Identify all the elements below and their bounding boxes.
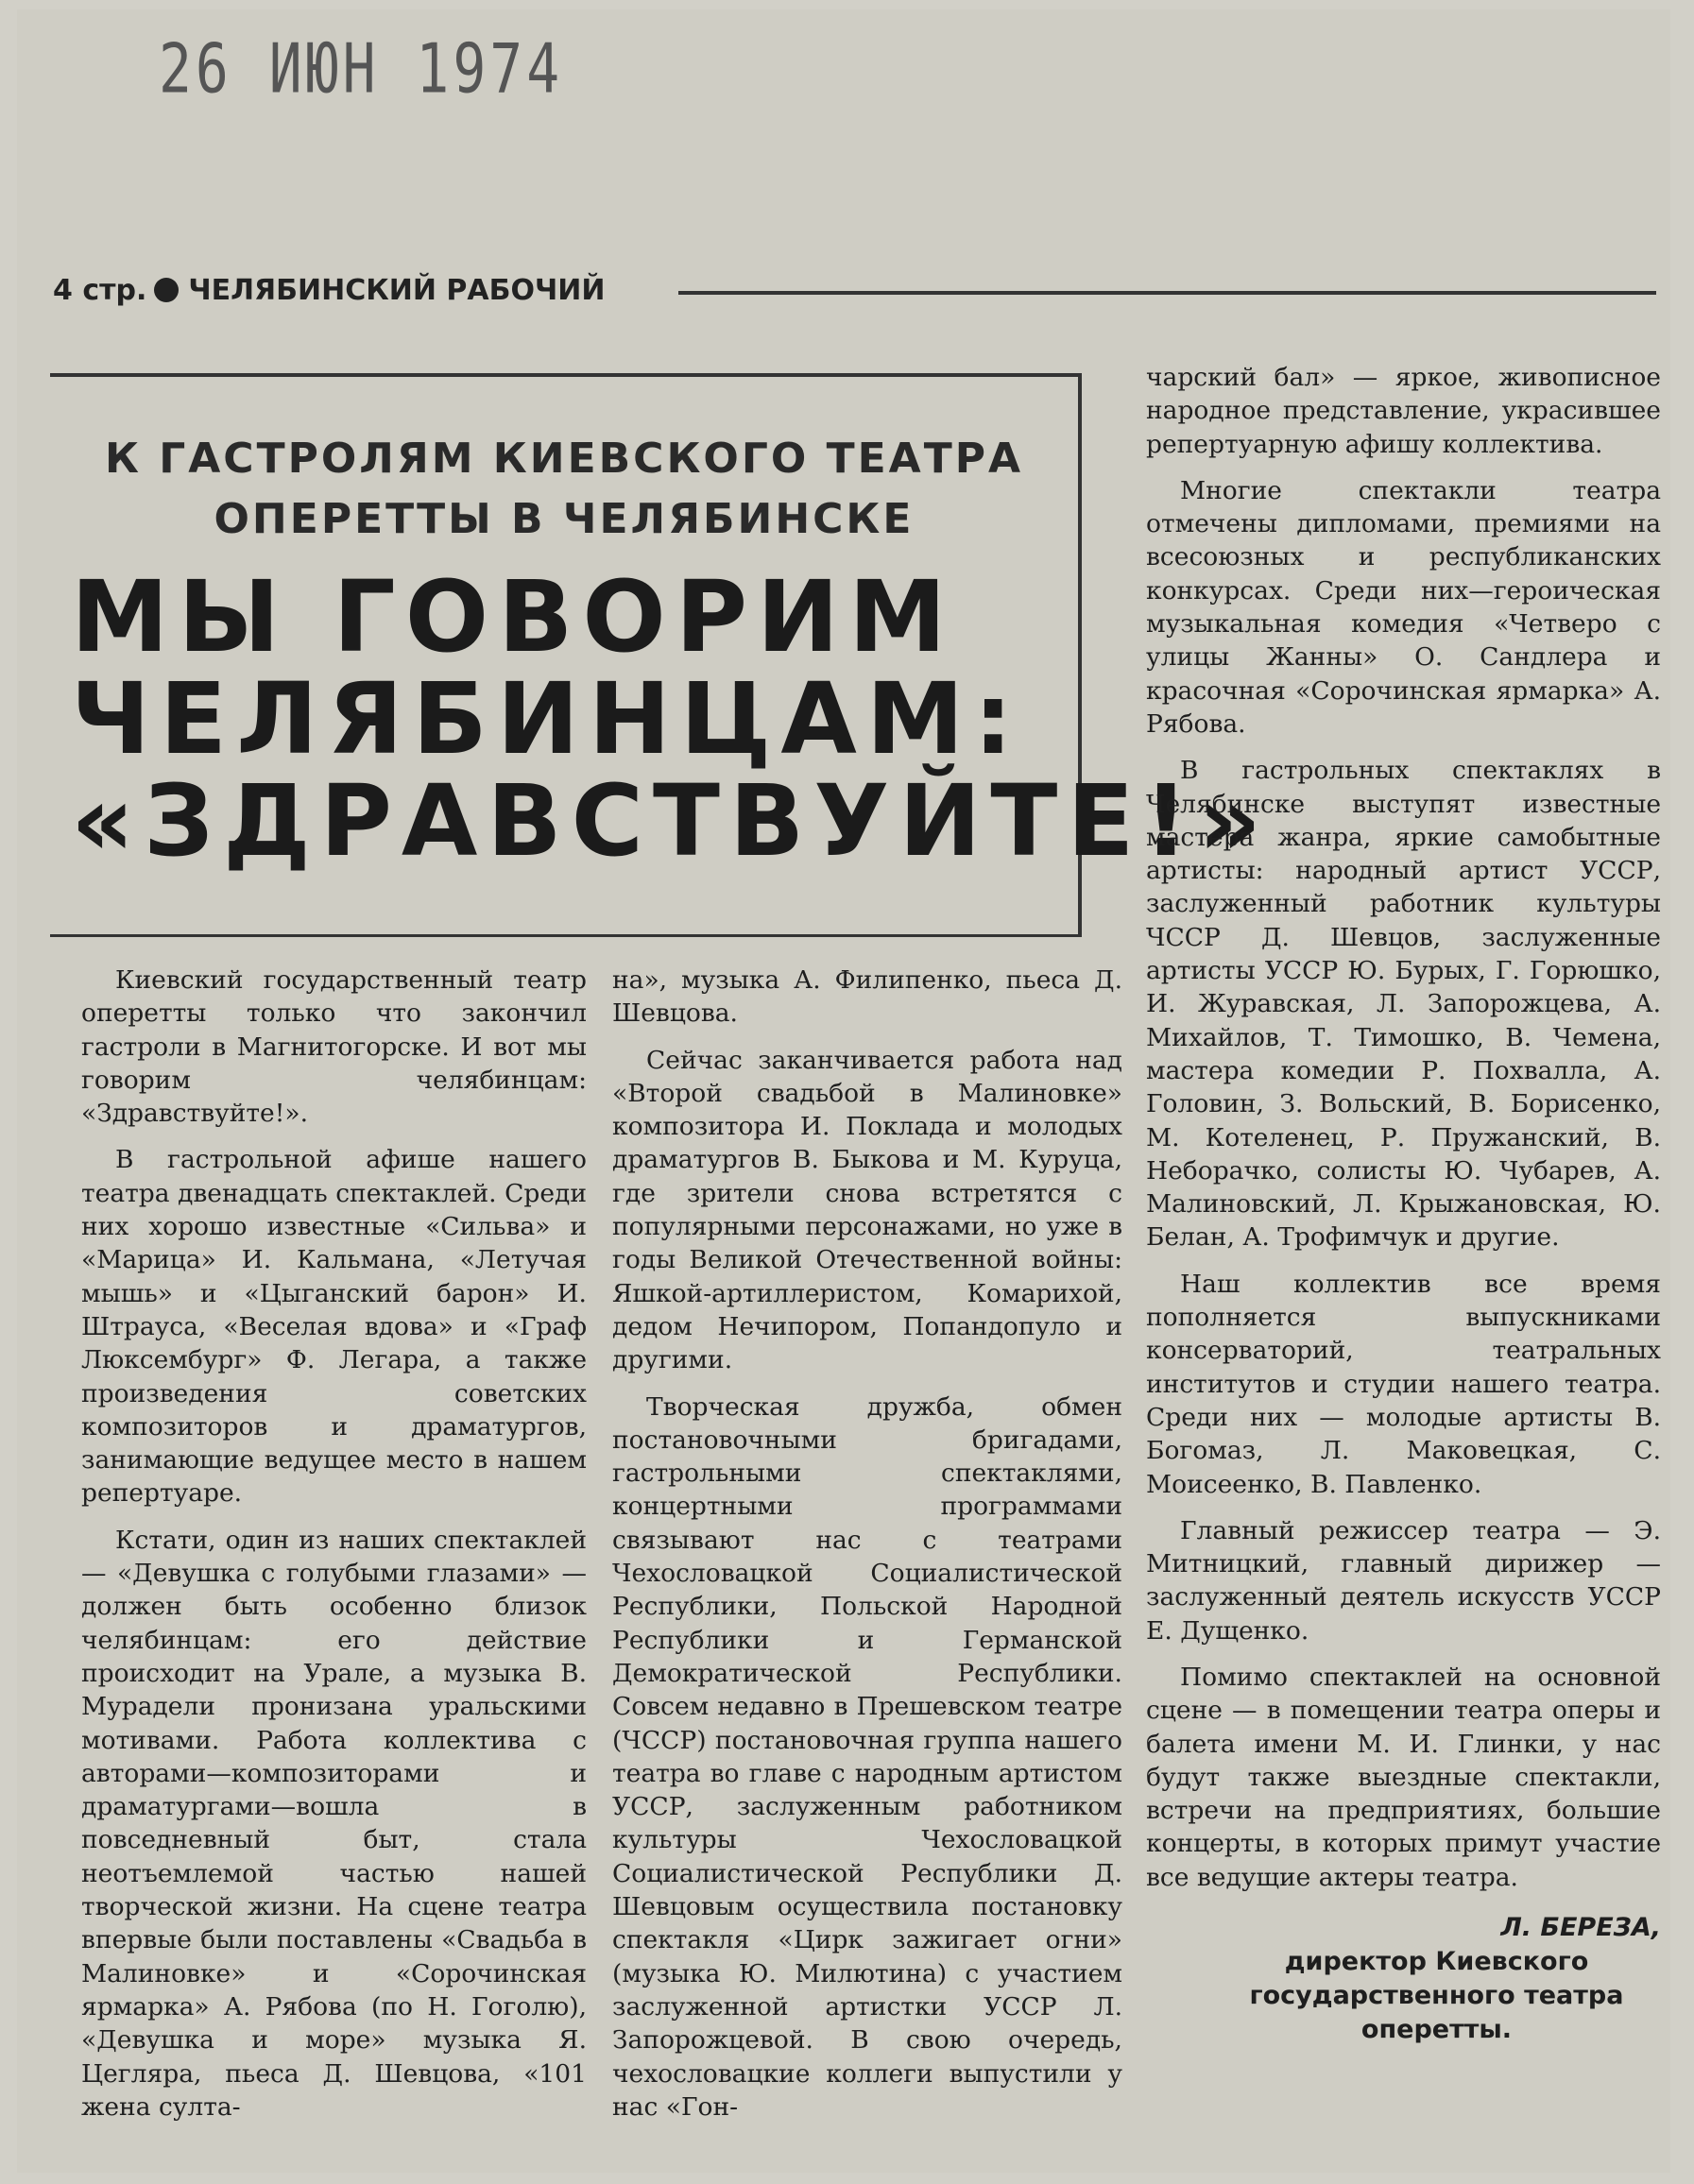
author-name: Л. БЕРЕЗА, <box>1500 1913 1661 1943</box>
bullet-icon <box>154 278 179 302</box>
paragraph: Главный режиссер театра — Э. Митницкий, главный дирижер — заслуженный деятель искусств УССР Е. Дущенко. <box>1146 1515 1661 1646</box>
newspaper-name: ЧЕЛЯБИНСКИЙ РАБОЧИЙ <box>188 274 606 307</box>
paragraph: Наш коллектив все время пополняется выпускниками консерваторий, театральных институтов и студии нашего театра. Среди них — молодые артисты В. Богомаз, Л. Маковецкая, С. Моисеенко, В. Павленко. <box>1146 1269 1661 1499</box>
paragraph: Кстати, один из наших спектаклей — «Девушка с голубыми глазами» — должен быть особенно близок челябинцам: его действие происходит на Урале, а музыка В. Мурадели пронизана уральскими мотивами. Работа коллектива с авторами—композиторами и драматургами—вошла в повседневный быт, стала неотъемлемой частью нашей творческой жизни. На сцене театра впервые были поставлены «Свадьба в Малиновке» и «Сорочинская ярмарка» А. Рябова (по Н. Гоголю), «Девушка и море» музыка Я. Цегляра, пьеса Д. Шевцова, «101 жена султа- <box>81 1525 587 2122</box>
paragraph: Творческая дружба, обмен постановочными бригадами, гастрольными спектаклями, концертными программами связывают нас с театрами Чехословацкой Социалистической Республики, Польской Народной Республики и Германской Демократической Республики. Совсем недавно в Прешевском театре (ЧССР) постановочная группа нашего театра во главе с народным артистом УССР, заслуженным работником культуры Чехословацкой Социалистической Республики Д. Шевцовым осуществила постановку спектакля «Цирк зажигает огни» (музыка Ю. Милютина) с участием заслуженной артистки УССР Л. Запорожцевой. В свою очередь, чехословацкие коллеги выпустили у нас «Гон- <box>612 1391 1122 2122</box>
newspaper-clipping <box>17 9 1670 2173</box>
kicker <box>50 429 1078 550</box>
article-column-2 <box>612 964 1122 2124</box>
paragraph: Киевский государственный театр оперетты только что закончил гастроли в Магнитогорске. И вот мы говорим челябинцам: «Здравствуйте!». <box>81 965 587 1129</box>
paragraph: Сейчас заканчивается работа над «Второй свадьбой в Малиновке» композитора И. Поклада и молодых драматургов В. Быкова и М. Куруца, где зрители снова встретятся с популярными персонажами, но уже в годы Великой Отечественной войны: Яшкой-артиллеристом, Комарихой, дедом Нечипором, Попандопуло и другими. <box>612 1045 1122 1375</box>
headline-box <box>50 373 1272 937</box>
page-number: 4 стр. <box>53 274 147 307</box>
headline-line-3: «ЗДРАВСТВУЙТЕ!» <box>71 763 1272 879</box>
paragraph: чарский бал» — яркое, живописное народное представление, украсившее репертуарную афишу коллектива. <box>1146 363 1661 459</box>
paragraph: на», музыка А. Филипенко, пьеса Д. Шевцова. <box>612 965 1122 1029</box>
kicker-line-1: К ГАСТРОЛЯМ КИЕВСКОГО ТЕАТРА <box>104 435 1024 483</box>
date-stamp: 26 ИЮН 1974 <box>159 28 564 109</box>
article-column-1 <box>81 964 587 2124</box>
headline <box>71 559 1272 879</box>
kicker-line-2: ОПЕРЕТТЫ В ЧЕЛЯБИНСКЕ <box>214 495 915 543</box>
masthead-rule <box>678 291 1656 295</box>
signature <box>1146 1911 1661 2047</box>
paragraph: В гастрольной афише нашего театра двенадцать спектаклей. Среди них хорошо известные «Сильва» и «Марица» И. Кальмана, «Летучая мышь» и «Цыганский барон» И. Штрауса, «Веселая вдова» и «Граф Люксембург» Ф. Легара, а также произведения советских композиторов и драматургов, занимающие ведущее место в нашем репертуаре. <box>81 1145 587 1509</box>
headline-line-2: ЧЕЛЯБИНЦАМ: <box>71 661 1022 776</box>
article-column-3 <box>1146 361 1661 2047</box>
paragraph: Помимо спектаклей на основной сцене — в помещении театра оперы и балета имени М. И. Глинки, у нас будут также выездные спектакли, встречи на предприятиях, большие концерты, в которых примут участие все ведущие актеры театра. <box>1146 1662 1661 1892</box>
author-role: директор Киевского государственного театра оперетты. <box>1249 1947 1624 2045</box>
paragraph: В гастрольных спектаклях в Челябинске выступят известные мастера жанра, яркие самобытные артисты: народный артист УССР, заслуженный работник культуры ЧССР Д. Шевцов, заслуженные артисты УССР Ю. Бурых, Г. Горюшко, И. Журавская, Л. Запорожцева, А. Михайлов, Т. Тимошко, В. Чемена, мастера комедии Р. Похвалла, А. Головин, З. Вольский, В. Борисенко, М. Котеленец, Р. Пружанский, В. Неборачко, солисты Ю. Чубарев, А. Малиновский, Л. Крыжановская, Ю. Белан, А. Трофимчук и другие. <box>1146 756 1661 1253</box>
paragraph: Многие спектакли театра отмечены дипломами, премиями на всесоюзных и республиканских конкурсах. Среди них—героическая музыкальная комедия «Четверо с улицы Жанны» О. Сандлера и красочная «Сорочинская ярмарка» А. Рябова. <box>1146 475 1661 739</box>
headline-line-1: МЫ ГОВОРИМ <box>71 559 956 674</box>
masthead <box>53 274 605 307</box>
